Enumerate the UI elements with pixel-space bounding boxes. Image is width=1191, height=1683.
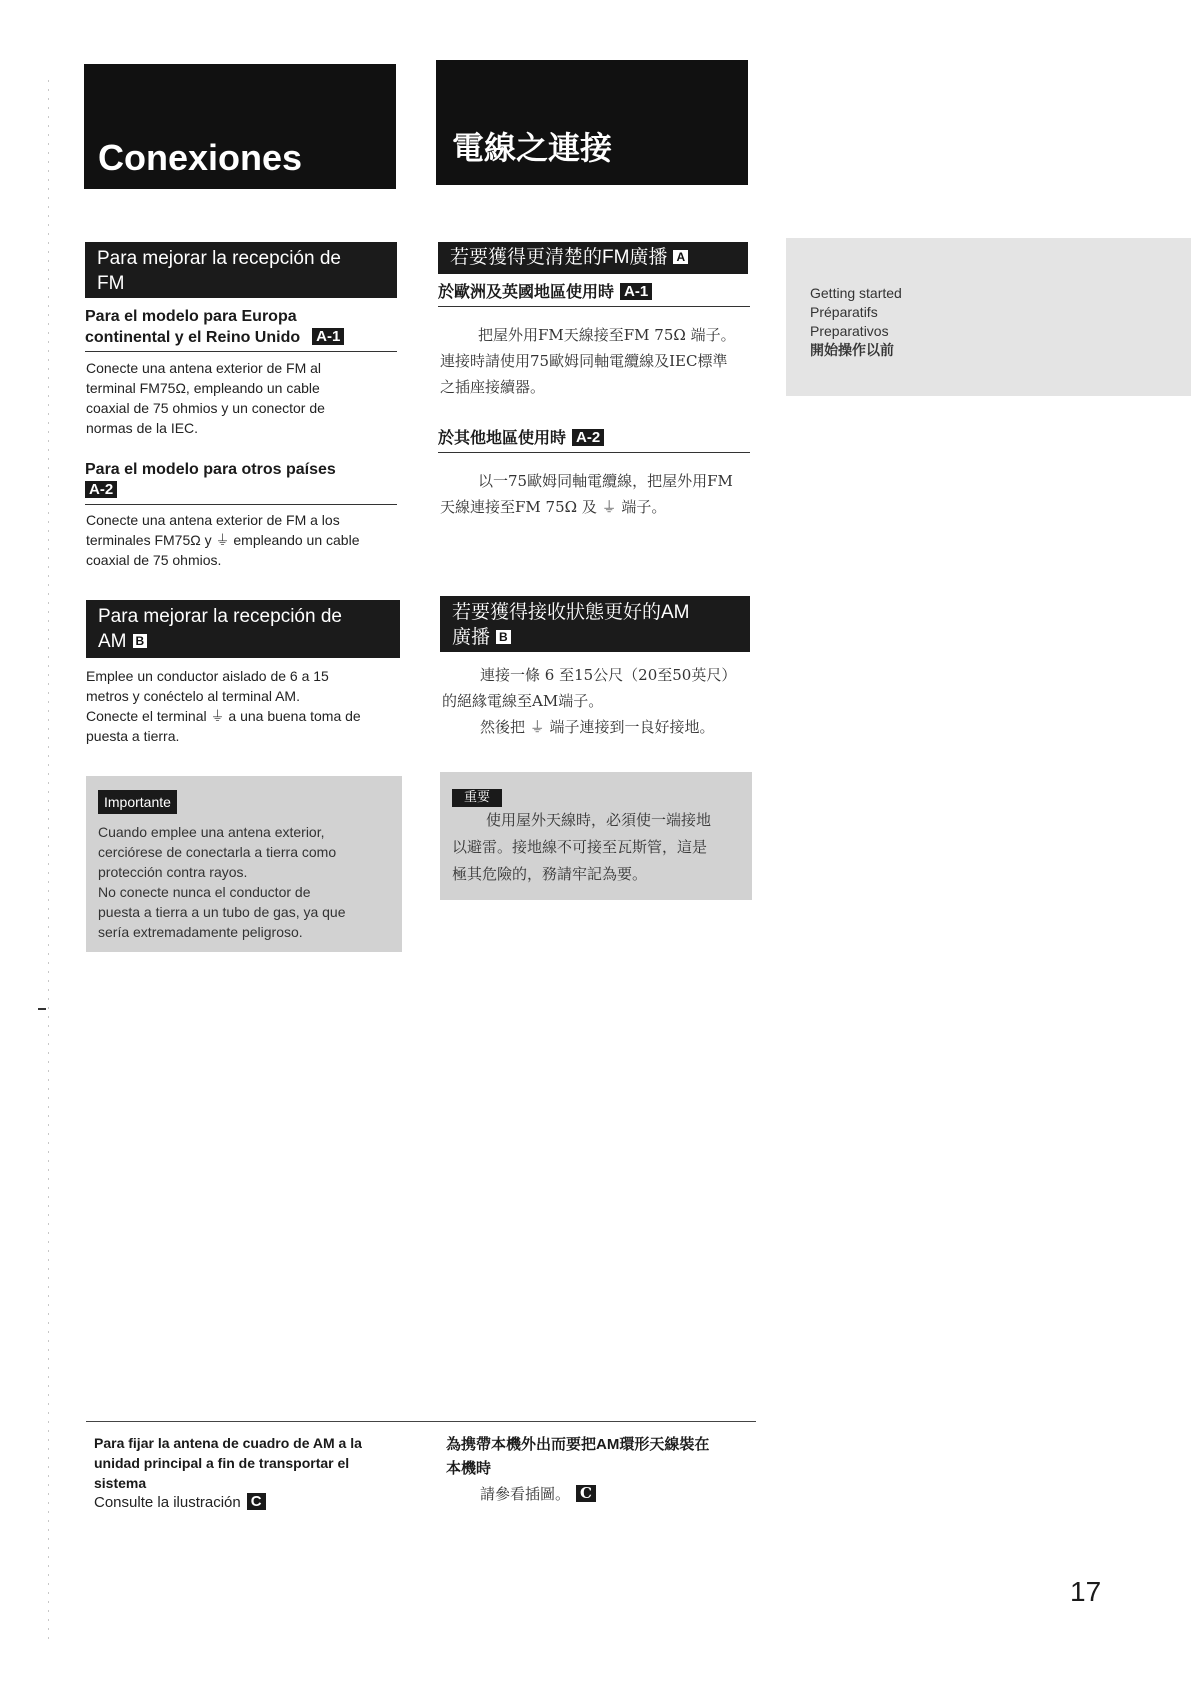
text-line: normas de la IEC. (86, 420, 199, 436)
important-box-zh (440, 772, 752, 900)
title-bar-chinese (436, 60, 748, 185)
section-fm-header-es (85, 242, 397, 298)
page-title-spanish: Conexiones (98, 137, 303, 178)
section-am-header-line2: AM (98, 631, 127, 652)
text-line: Cuando emplee una antena exterior, (98, 824, 325, 840)
other-subheading-zh-text: 於其他地區使用時 (438, 430, 567, 447)
section-fm-header-zh-text: 若要獲得更清楚的FM廣播 (450, 247, 668, 268)
section-am-header-zh (440, 596, 750, 652)
bottom-note-zh (446, 1433, 766, 1507)
figure-label-b: B (133, 634, 148, 648)
text-line: coaxial de 75 ohmios y un conector de (86, 400, 325, 416)
section-am-header-zh-line2: 廣播 (452, 627, 491, 648)
europe-subheading-es (85, 306, 397, 352)
text-line: 的絕緣電線至AM端子。 (442, 692, 604, 710)
title-bar-spanish (84, 64, 396, 189)
text-line: Emplee un conductor aislado de 6 a 15 (86, 668, 329, 684)
other-text-es (86, 510, 396, 570)
text-line: 使用屋外天線時，必須使一端接地 (486, 811, 712, 829)
important-text-es (98, 822, 392, 942)
figure-label-c: C (247, 1493, 266, 1510)
text-line: 把屋外用FM天線接至FM 75Ω 端子。 (478, 326, 736, 344)
text-line: sería extremadamente peligroso. (98, 924, 303, 940)
text-line: 以避雷。接地線不可接至瓦斯管，這是 (452, 838, 708, 856)
text-line: 之插座接續器。 (440, 378, 546, 396)
sidebar-english: Getting started (810, 285, 902, 301)
text-line: Conecte una antena exterior de FM al (86, 360, 322, 376)
europe-text-es (86, 358, 396, 438)
scan-margin-marks (48, 80, 49, 1640)
text-line: puesta a tierra. (86, 728, 180, 744)
text-line: protección contra rayos. (98, 864, 248, 880)
other-subheading-es (85, 459, 397, 505)
important-box-es (86, 776, 402, 952)
text-line: terminal FM75Ω, empleando un cable (86, 380, 320, 396)
text-line: cerciórese de conectarla a tierra como (98, 844, 337, 860)
text-line: metros y conéctelo al terminal AM. (86, 688, 300, 704)
europe-subheading-zh-text: 於歐洲及英國地區使用時 (438, 284, 615, 301)
bottom-heading-line: sistema (94, 1475, 147, 1491)
page-number: 17 (1070, 1576, 1102, 1607)
europe-subheading-line2: continental y el Reino Unido (85, 329, 301, 346)
europe-subheading-zh (438, 282, 750, 307)
section-am-header-es (86, 600, 400, 658)
section-am-header-line1: Para mejorar la recepción de (98, 606, 342, 627)
europe-text-zh (440, 322, 760, 400)
other-subheading-line1: Para el modelo para otros países (85, 461, 336, 478)
page-title-chinese: 電線之連接 (452, 129, 613, 167)
figure-label-b-zh: B (496, 630, 511, 644)
text-line: puesta a tierra a un tubo de gas, ya que (98, 904, 346, 920)
text-line: No conecte nunca el conductor de (98, 884, 311, 900)
important-text-zh (452, 807, 742, 888)
bottom-text-es: Consulte la ilustración (94, 1494, 241, 1511)
text-line: 天線連接至FM 75Ω 及 ⏚ 端子。 (440, 498, 667, 516)
section-am-header-zh-line1: 若要獲得接收狀態更好的AM (452, 602, 690, 623)
section-fm-header-line1: Para mejorar la recepción de (97, 248, 341, 269)
important-label-zh: 重要 (452, 789, 502, 807)
section-fm-header-zh (438, 242, 748, 274)
bottom-heading-line: unidad principal a fin de transportar el (94, 1455, 350, 1471)
figure-label-a2-zh: A-2 (572, 429, 604, 446)
text-line: 以一75歐姆同軸電纜線，把屋外用FM (478, 472, 733, 490)
text-line: 極其危險的，務請牢記為要。 (452, 865, 648, 883)
sidebar-spanish: Preparativos (810, 323, 889, 339)
text-line: 連接時請使用75歐姆同軸電纜線及IEC標準 (440, 352, 728, 370)
bottom-heading-line: Para fijar la antena de cuadro de AM a la (94, 1435, 362, 1451)
sidebar-french: Préparatifs (810, 304, 878, 320)
text-line: 然後把 ⏚ 端子連接到一良好接地。 (480, 718, 715, 736)
section-sidebar (786, 238, 1191, 396)
bottom-text-zh: 請參看插圖。 (480, 1485, 571, 1503)
other-subheading-zh (438, 428, 750, 453)
bottom-divider (86, 1421, 756, 1422)
sidebar-chinese: 開始操作以前 (810, 342, 894, 358)
text-line: 連接一條 6 至15公尺（20至50英尺） (480, 666, 737, 684)
text-line: Conecte el terminal ⏚ a una buena toma de (86, 708, 361, 724)
am-text-zh (442, 662, 762, 740)
am-text-es (86, 666, 396, 746)
figure-label-a: A (673, 250, 688, 264)
bottom-note-es (94, 1433, 414, 1513)
bottom-heading-zh-line: 為携帶本機外出而要把AM環形天線裝在 (446, 1436, 710, 1453)
scan-dash-mark (38, 1008, 46, 1010)
figure-label-a1: A-1 (312, 328, 344, 345)
text-line: coaxial de 75 ohmios. (86, 552, 222, 568)
other-text-zh (440, 468, 760, 520)
bottom-heading-zh-line: 本機時 (446, 1460, 492, 1477)
figure-label-c-zh: C (576, 1485, 596, 1502)
text-line: terminales FM75Ω y ⏚ empleando un cable (86, 532, 360, 548)
figure-label-a1-zh: A-1 (620, 283, 652, 300)
important-label-es: Importante (98, 790, 177, 814)
text-line: Conecte una antena exterior de FM a los (86, 512, 340, 528)
europe-subheading-line1: Para el modelo para Europa (85, 308, 297, 325)
section-fm-header-line2: FM (97, 273, 125, 294)
figure-label-a2: A-2 (85, 481, 117, 498)
